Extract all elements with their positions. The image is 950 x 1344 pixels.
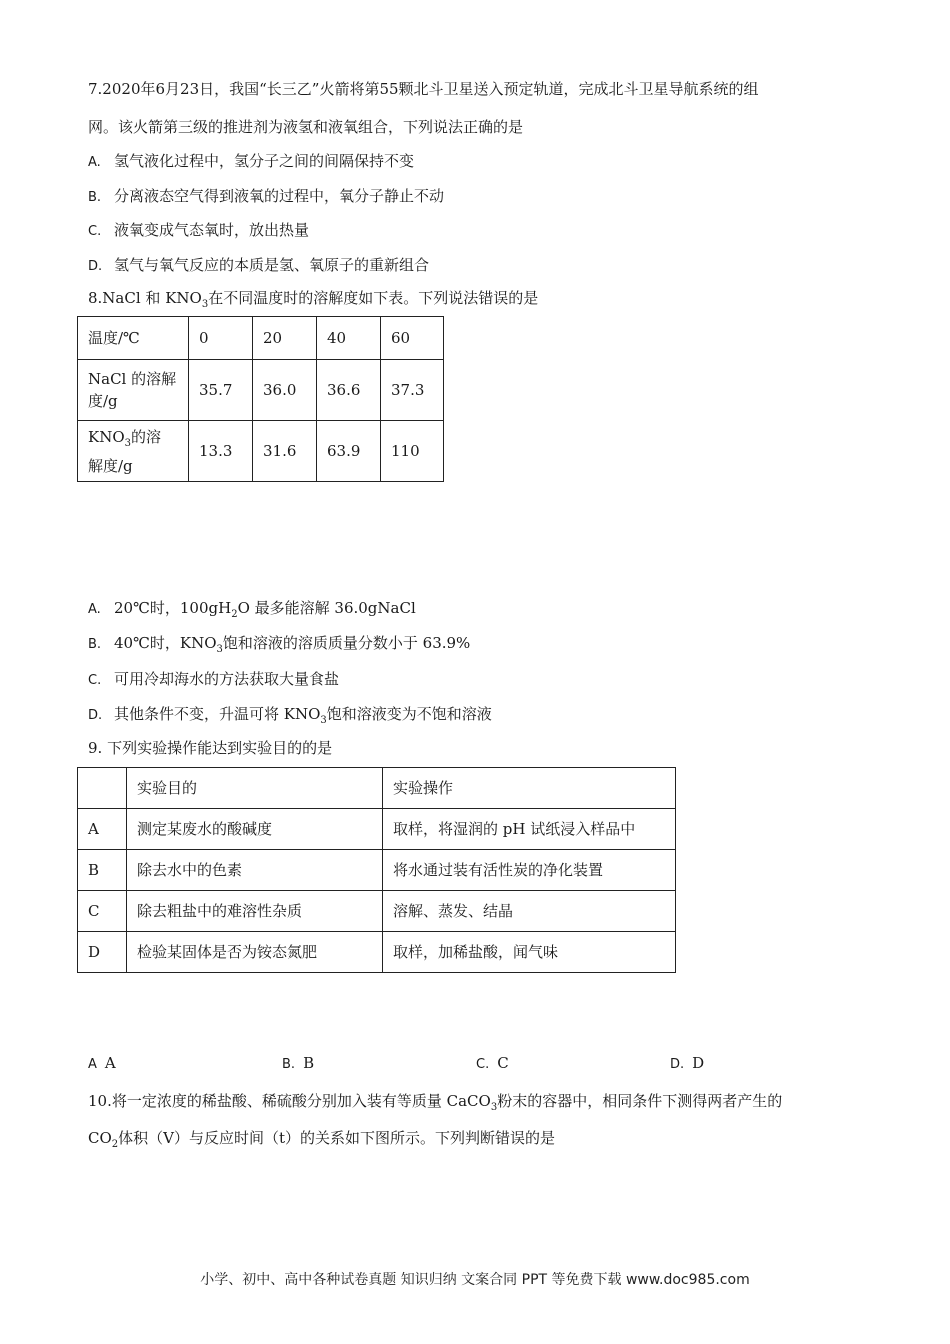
table-cell: 60 xyxy=(381,317,444,360)
row-label: C xyxy=(78,891,127,932)
page-footer: 小学、初中、高中各种试卷真题 知识归纳 文案合同 PPT 等免费下载 www.doc985.com xyxy=(200,1272,750,1288)
q9-answer-b: B. B xyxy=(282,1054,315,1072)
table-cell: 测定某废水的酸碱度 xyxy=(127,809,383,850)
table-cell: 31.6 xyxy=(253,421,317,482)
q9-answer-a: A A xyxy=(88,1054,116,1072)
q7-option-c: C. 液氧变成气态氧时，放出热量 xyxy=(88,221,310,239)
q10-stem-line1: 10.将一定浓度的稀盐酸、稀硫酸分别加入装有等质量 CaCO$_3$粉末的容器中，相同条件下测得两者产生的 xyxy=(88,1092,783,1113)
table-header-temp: 温度/℃ xyxy=(78,317,189,360)
table-cell: 110 xyxy=(381,421,444,482)
table-cell: 40 xyxy=(317,317,381,360)
q9-answer-d: D. D xyxy=(670,1054,705,1072)
table-cell: 36.0 xyxy=(253,360,317,421)
table-cell xyxy=(78,768,127,809)
q8-option-c: C. 可用冷却海水的方法获取大量食盐 xyxy=(88,670,340,688)
q8-option-b: B. 40℃时，$KNO_3$饱和溶液的溶质质量分数小于 63.9% xyxy=(88,634,471,655)
row-label: A xyxy=(78,809,127,850)
q7-stem-line1: 7.2020年6月23日，我国“长三乙”火箭将第55颗北斗卫星送入预定轨道，完成北斗卫星导航系统的组 xyxy=(88,80,759,98)
table-cell: 13.3 xyxy=(189,421,253,482)
kno3-row-label: $KNO_3$的溶 解度/g xyxy=(78,421,189,482)
q7-option-d: D. 氢气与氧气反应的本质是氢、氧原子的重新组合 xyxy=(88,256,430,274)
q7-option-a: A. 氢气液化过程中，氢分子之间的间隔保持不变 xyxy=(88,152,415,170)
table-cell: 63.9 xyxy=(317,421,381,482)
table-cell: 36.6 xyxy=(317,360,381,421)
table-row xyxy=(78,768,676,809)
table-cell: 取样，加稀盐酸，闻气味 xyxy=(383,932,676,973)
table-row xyxy=(78,891,676,932)
table-cell: 溶解、蒸发、结晶 xyxy=(383,891,676,932)
table-cell: 取样，将湿润的 pH 试纸浸入样品中 xyxy=(383,809,676,850)
row-label: D xyxy=(78,932,127,973)
table-cell: 35.7 xyxy=(189,360,253,421)
table-row xyxy=(78,360,444,421)
table-cell: 除去粗盐中的难溶性杂质 xyxy=(127,891,383,932)
q8-option-a: A. 20℃时，$100gH_2O$ 最多能溶解 36.0gNaCl xyxy=(88,599,416,620)
table-row xyxy=(78,850,676,891)
table-row xyxy=(78,421,444,482)
table-cell: 将水通过装有活性炭的净化装置 xyxy=(383,850,676,891)
q9-answer-c: C. C xyxy=(476,1054,509,1072)
table-row xyxy=(78,809,676,850)
table-header-purpose: 实验目的 xyxy=(127,768,383,809)
row-label: B xyxy=(78,850,127,891)
table-header-operation: 实验操作 xyxy=(383,768,676,809)
table-cell: 20 xyxy=(253,317,317,360)
q9-stem: 9. 下列实验操作能达到实验目的的是 xyxy=(88,739,333,757)
q10-stem-line2: $CO_2$体积（V）与反应时间（t）的关系如下图所示。下列判断错误的是 xyxy=(88,1129,556,1150)
nacl-row-label: NaCl 的溶解 度/g xyxy=(78,360,189,421)
table-cell: 除去水中的色素 xyxy=(127,850,383,891)
table-cell: 37.3 xyxy=(381,360,444,421)
solubility-table xyxy=(77,316,444,482)
q8-option-d: D. 其他条件不变，升温可将 $KNO_3$饱和溶液变为不饱和溶液 xyxy=(88,705,492,726)
table-row xyxy=(78,932,676,973)
table-cell: 检验某固体是否为铵态氮肥 xyxy=(127,932,383,973)
table-cell: 0 xyxy=(189,317,253,360)
q8-stem: 8.NaCl 和 $KNO_3$在不同温度时的溶解度如下表。下列说法错误的是 xyxy=(88,289,539,310)
q7-stem-line2: 网。该火箭第三级的推进剂为液氢和液氧组合，下列说法正确的是 xyxy=(88,118,524,136)
experiment-table xyxy=(77,767,676,973)
q7-option-b: B. 分离液态空气得到液氧的过程中，氧分子静止不动 xyxy=(88,187,445,205)
